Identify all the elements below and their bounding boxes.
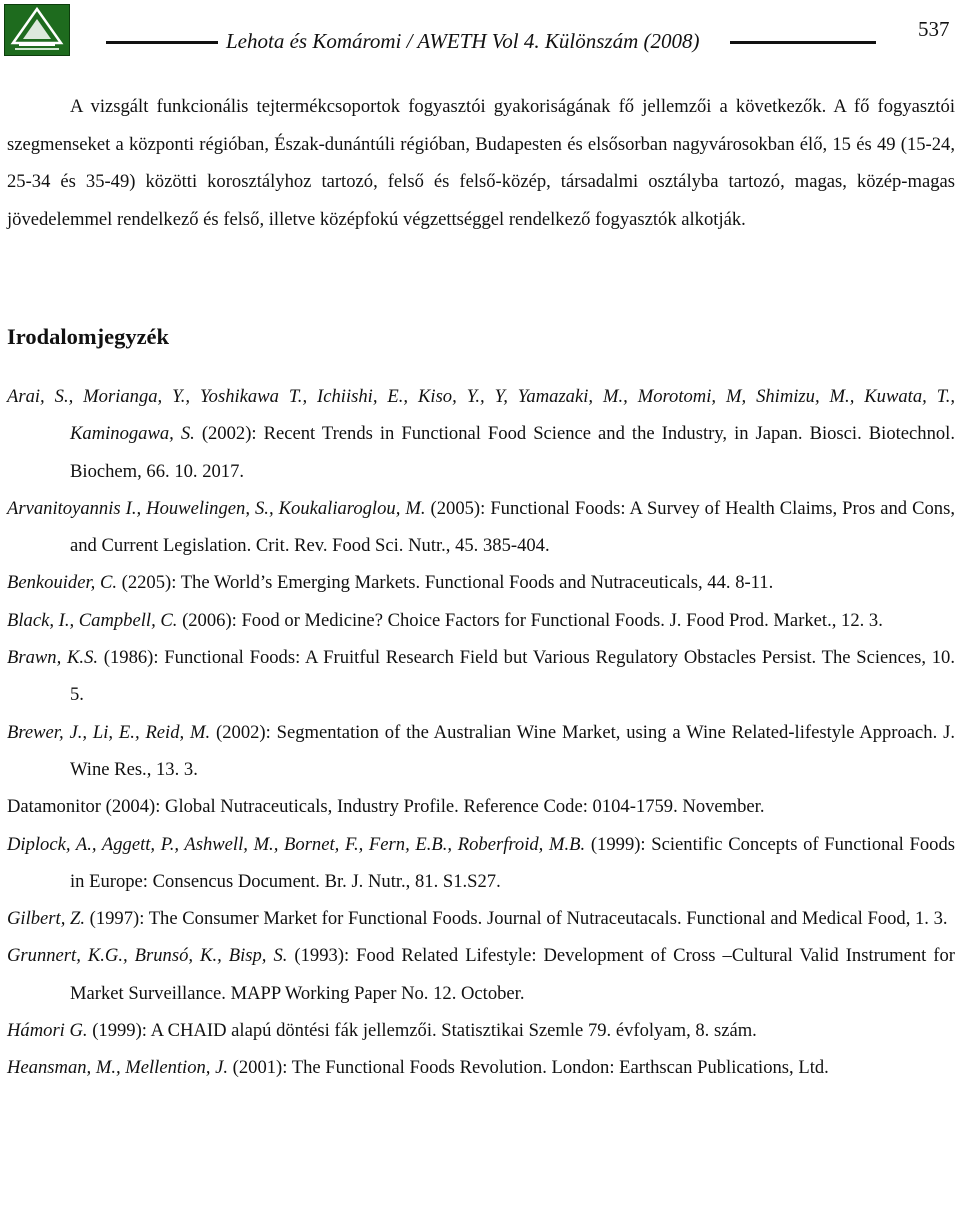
reference-item	[7, 714, 955, 789]
reference-authors: Hámori G.	[7, 1020, 88, 1042]
reference-item	[7, 826, 955, 901]
reference-item	[7, 1049, 955, 1086]
reference-item	[7, 937, 955, 1012]
references-heading: Irodalomjegyzék	[7, 324, 170, 349]
reference-item	[7, 378, 955, 490]
reference-list	[7, 378, 955, 1087]
reference-authors: Arai, S., Morianga, Y., Yoshikawa T., Ichiishi, E., Kiso, Y., Y, Yamazaki, M., Morotomi, M, Shimizu, M., Kuwata, T., Kaminogawa, S.	[7, 386, 955, 445]
reference-item	[7, 490, 955, 565]
page-content	[7, 88, 955, 1079]
reference-authors: Benkouider, C.	[7, 572, 117, 594]
reference-text: (1999): Scientific Concepts of Functional Foods in Europe: Consencus Document. Br. J. Nutr., 81. S1.S27.	[70, 833, 955, 892]
reference-text: (2005): Functional Foods: A Survey of Health Claims, Pros and Cons, and Current Legislation. Crit. Rev. Food Sci. Nutr., 45. 385-404.	[70, 497, 955, 557]
page-header	[0, 0, 960, 60]
reference-text: (2006): Food or Medicine? Choice Factors for Functional Foods. J. Food Prod. Market., 12. 3.	[177, 609, 883, 631]
reference-item	[7, 1012, 955, 1049]
reference-authors: Gilbert, Z.	[7, 908, 85, 930]
body-paragraph: A vizsgált funkcionális tejtermékcsoportok fogyasztói gyakoriságának fő jellemzői a következők. A fő fogyasztói szegmenseket a központi régióban, Észak-dunántúli régióban, Budapesten és elsősorban nagyvárosokban élő, 15 és 49 (15-24, 25-34 és 35-49) közötti korosztályhoz tartozó, felső és felső-közép, társadalmi osztályba tartozó, magas, közép-magas jövedelemmel rendelkező és felső, illetve középfokú végzettséggel rendelkező fogyasztók alkotják.	[7, 96, 955, 230]
reference-item	[7, 602, 955, 639]
reference-authors: Heansman, M., Mellention, J.	[7, 1057, 229, 1079]
reference-text: (1997): The Consumer Market for Functional Foods. Journal of Nutraceutacals. Functional and Medical Food, 1. 3.	[85, 908, 948, 930]
reference-item	[7, 788, 955, 825]
reference-authors: Diplock, A., Aggett, P., Ashwell, M., Bornet, F., Fern, E.B., Roberfroid, M.B.	[7, 833, 586, 855]
reference-text: (1999): A CHAID alapú döntési fák jellemzői. Statisztikai Szemle 79. évfolyam, 8. szám.	[87, 1020, 757, 1042]
reference-authors: Brawn, K.S.	[7, 647, 99, 669]
reference-text: (2205): The World’s Emerging Markets. Functional Foods and Nutraceuticals, 44. 8-11.	[117, 572, 774, 594]
reference-text: Datamonitor (2004): Global Nutraceuticals, Industry Profile. Reference Code: 0104-1759. November.	[7, 796, 765, 818]
reference-text: (1993): Food Related Lifestyle: Development of Cross –Cultural Valid Instrument for Market Surveillance. MAPP Working Paper No. 12. October.	[70, 945, 955, 1004]
reference-item	[7, 564, 955, 601]
header-rule-right	[730, 41, 876, 44]
journal-logo-icon	[4, 4, 70, 56]
reference-text: (1986): Functional Foods: A Fruitful Research Field but Various Regulatory Obstacles Persist. The Sciences, 10. 5.	[70, 647, 955, 706]
reference-authors: Grunnert, K.G., Brunsó, K., Bisp, S.	[7, 945, 288, 967]
reference-authors: Black, I., Campbell, C.	[7, 609, 178, 631]
reference-item	[7, 900, 955, 937]
reference-text: (2002): Recent Trends in Functional Food Science and the Industry, in Japan. Biosci. Biotechnol. Biochem, 66. 10. 2017.	[70, 423, 955, 482]
header-rule-left	[106, 41, 218, 44]
reference-authors: Brewer, J., Li, E., Reid, M.	[7, 721, 211, 743]
reference-item	[7, 639, 955, 714]
reference-text: (2002): Segmentation of the Australian Wine Market, using a Wine Related-lifestyle Approach. J. Wine Res., 13. 3.	[70, 721, 955, 780]
page-number: 537	[918, 17, 950, 41]
reference-authors: Arvanitoyannis I., Houwelingen, S., Koukaliaroglou, M.	[7, 497, 426, 519]
running-header-title: Lehota és Komáromi / AWETH Vol 4. Különszám (2008)	[226, 29, 700, 53]
reference-text: (2001): The Functional Foods Revolution. London: Earthscan Publications, Ltd.	[228, 1057, 829, 1079]
